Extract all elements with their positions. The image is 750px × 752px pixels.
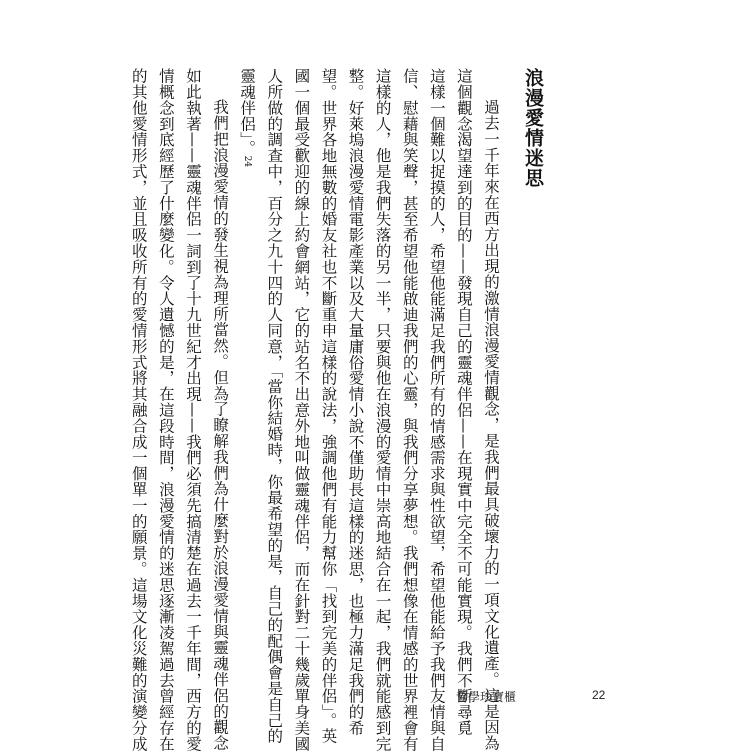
section-title: 浪漫愛情迷思 [522,68,544,188]
body-line-13: 情概念到底經歷了什麼變化。令人遺憾的是，在這段時間，浪漫愛情的迷思逐漸凌駕過去曾經存在 [156,68,175,752]
body-line-14: 的其他愛情形式，並且吸收所有的愛情形式將其融合成一個單一的願景。這場文化災難的演變分成 [129,68,148,752]
body-line-9: 人所做的調查中，百分之九十四的人同意，「當你結婚時，你最希望的是，自己的配偶會是自己的 [265,68,284,744]
body-line-4: 信、慰藉與笑聲，甚至希望他能啟迪我們的心靈，與我們分享夢想。我們想像在情感的世界裡會有 [400,68,419,752]
body-line-3: 這樣一個難以捉摸的人，希望他能滿足我們所有的情感需求與性欲望，希望他能給予我們友情與自 [427,68,446,752]
body-line-11: 我們把浪漫愛情的發生視為理所當然。但為了瞭解我們為什麼對於浪漫愛情與靈魂伴侶的觀念 [211,99,230,751]
footer-book-title: 哲學珍寶櫃 [456,690,517,704]
body-line-5: 這樣的人，他是我們失落的另一半，只要與他在浪漫的愛情中崇高地結合在一起，我們就能感到完 [373,68,392,752]
body-line-6: 整。好萊塢浪漫愛情電影產業以及大量庸俗愛情小說不僅助長這樣的迷思，也極力滿足我們的希 [346,68,365,736]
body-line-8: 國一個最受歡迎的線上約會網站，它的站名不出意外地叫做靈魂伴侶，而在針對二十幾歲單身美國 [292,68,311,752]
body-line-2: 這個觀念渴望達到的目的——發現自己的靈魂伴侶——在現實中完全不可能實現。我們不斷尋覓 [454,68,473,736]
body-line-10: 靈魂伴侶」。$^{24}$ [238,68,257,168]
page-footer [0,688,750,712]
body-line-12: 如此執著——靈魂伴侶一詞到了十九世紀才出現——我們必須先搞清楚在過去一千年間，西方的愛 [183,68,202,752]
body-line-7: 望。世界各地無數的婚友社也不斷重申這樣的說法，強調他們有能力幫你「找到完美的伴侶」。英 [319,68,338,744]
footnote-marker: 24 [242,155,253,168]
body-line-1: 過去一千年來在西方出現的激情浪漫愛情觀念，是我們最具破壞力的一項文化遺產。這是因為 [482,99,500,751]
footer-page-number: 22 [592,688,606,702]
